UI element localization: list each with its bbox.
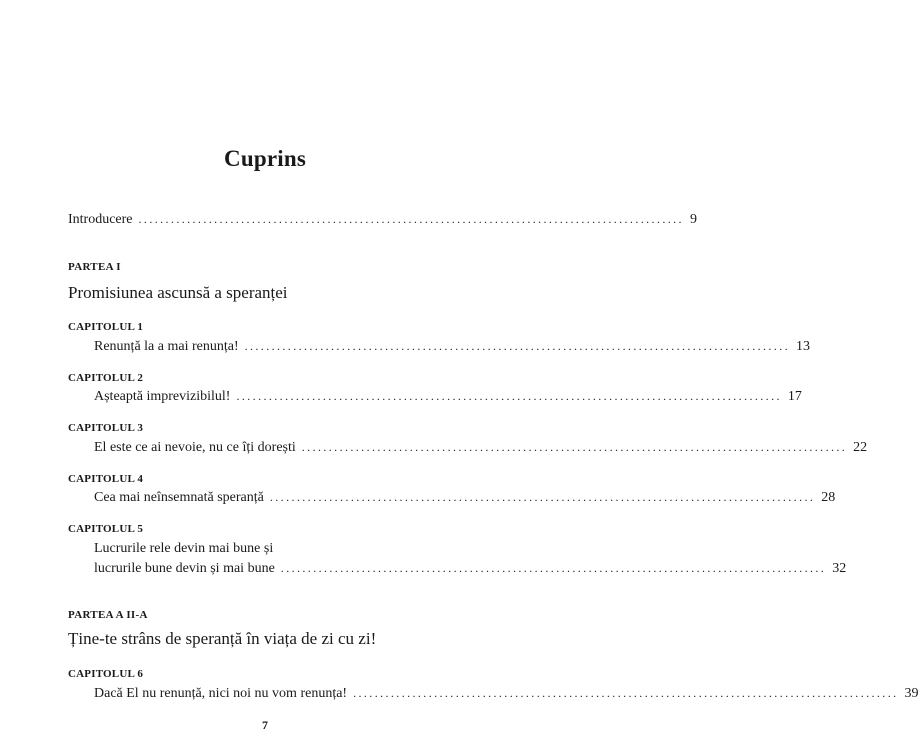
toc-entry-chapter-5[interactable]	[94, 561, 847, 577]
chapter-label: CAPITOLUL 5	[68, 523, 144, 535]
toc-entry-page: 22	[853, 440, 868, 455]
toc-entry-label: lucrurile bune devin și mai bune	[94, 561, 275, 576]
chapter-label: CAPITOLUL 3	[68, 422, 144, 434]
toc-entry-page: 32	[832, 561, 847, 576]
toc-entry-page: 17	[787, 389, 802, 404]
chapter-label: CAPITOLUL 4	[68, 473, 144, 485]
toc-entry-page: 28	[821, 490, 836, 505]
toc-entry-label: Dacă El nu renunță, nici noi nu vom renunța!	[94, 686, 348, 701]
toc-entry-page: 39	[904, 686, 919, 701]
part-title: Promisiunea ascunsă a speranței	[68, 283, 288, 302]
part-label: PARTEA I	[68, 261, 121, 273]
leader-dots: .....................................................................................................	[280, 561, 827, 575]
leader-dots: .....................................................................................................	[244, 339, 791, 353]
chapter-label: CAPITOLUL 2	[68, 372, 144, 384]
toc-entry-label: Introducere	[68, 212, 133, 227]
page-number: 7	[262, 718, 268, 732]
toc-entry-label: Cea mai neînsemnată speranță	[94, 490, 264, 505]
page-title: Cuprins	[224, 146, 306, 171]
leader-dots: .....................................................................................................	[138, 212, 684, 226]
toc-entry-chapter-3[interactable]	[94, 440, 868, 456]
toc-entry-label: Renunță la a mai renunța!	[94, 339, 239, 354]
chapter-label: CAPITOLUL 1	[68, 321, 144, 333]
toc-entry-chapter-1[interactable]	[94, 339, 811, 355]
chapter-label: CAPITOLUL 6	[68, 668, 144, 680]
leader-dots: .....................................................................................................	[301, 440, 848, 454]
toc-entry-label-line1: Lucrurile rele devin mai bune și	[94, 541, 274, 556]
toc-entry-chapter-4[interactable]	[94, 490, 836, 506]
part-title: Ține-te strâns de speranță în viața de zi cu zi!	[68, 629, 377, 648]
toc-entry-introduction[interactable]	[68, 212, 697, 228]
toc-entry-page: 13	[796, 339, 811, 354]
toc-entry-page: 9	[689, 212, 697, 227]
toc-entry-chapter-6[interactable]	[94, 686, 919, 702]
toc-entry-label: El este ce ai nevoie, nu ce îți dorești	[94, 440, 296, 455]
leader-dots: .....................................................................................................	[236, 389, 782, 403]
toc-entry-chapter-2[interactable]	[94, 389, 802, 405]
leader-dots: .....................................................................................................	[269, 490, 816, 504]
leader-dots: .....................................................................................................	[353, 686, 899, 700]
toc-entry-label: Așteaptă imprevizibilul!	[94, 389, 231, 404]
part-label: PARTEA A II-A	[68, 609, 148, 621]
